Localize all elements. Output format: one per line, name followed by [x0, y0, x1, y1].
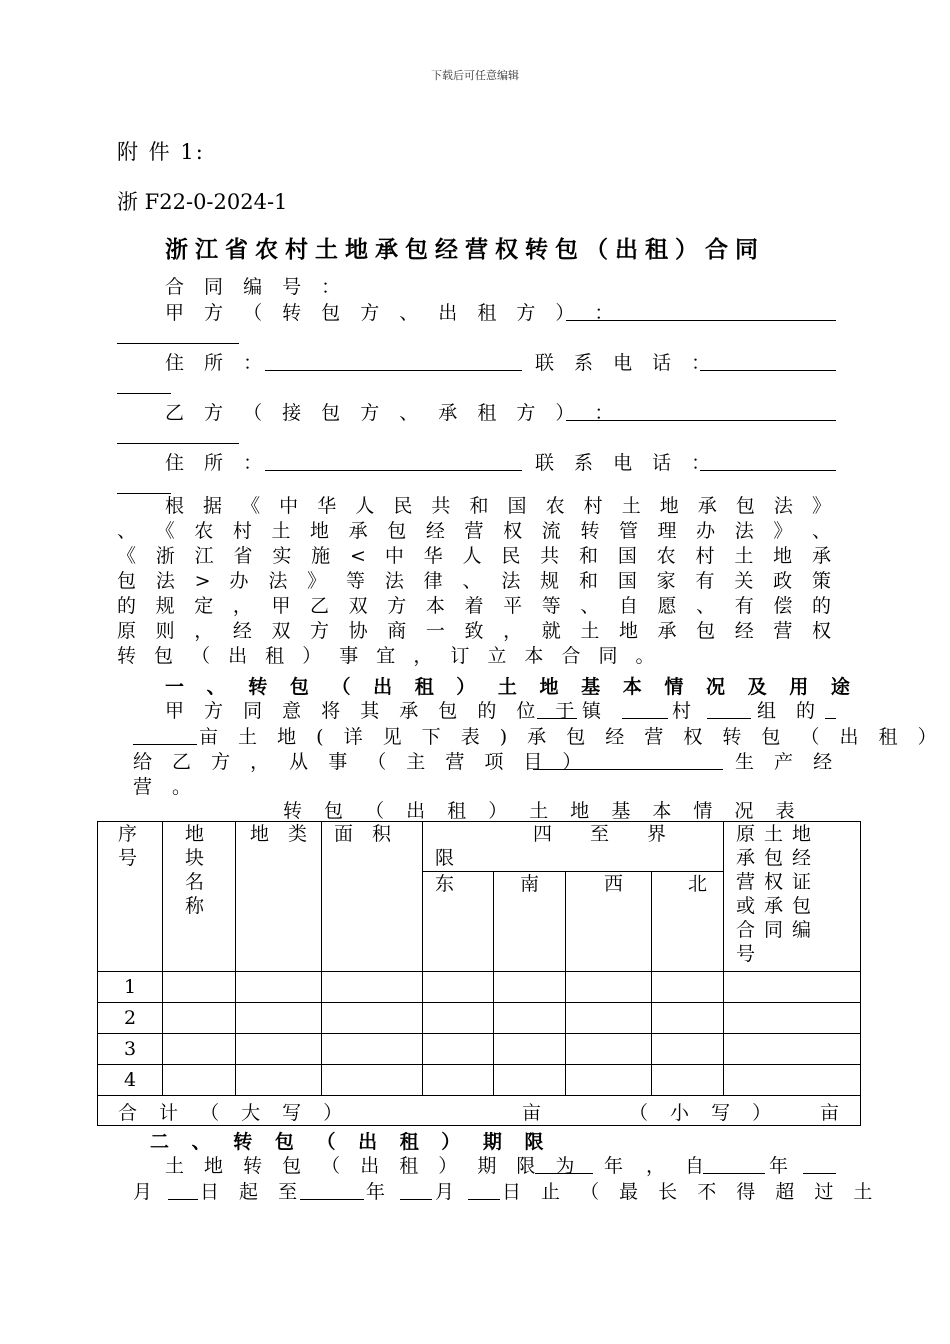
table-cell[interactable]: [652, 972, 724, 1003]
header-seq: 序号: [98, 822, 163, 972]
end-day-field[interactable]: [468, 1199, 500, 1200]
table-cell[interactable]: [652, 1003, 724, 1034]
header-note: 下载后可任意编辑: [431, 69, 519, 82]
section-1-text-5: 营 。: [133, 776, 199, 798]
table-cell[interactable]: [236, 1034, 322, 1065]
table-cell[interactable]: [423, 1003, 494, 1034]
total-cell: [98, 1096, 861, 1126]
party-a-label: 甲 方 （ 转 包 方 、 出 租 方 ） ：: [165, 302, 621, 324]
section-1-text-2: 亩 土 地 ( 详 见 下 表 ) 承 包 经 营 权 转 包 （ 出 租 ）: [199, 726, 944, 748]
party-a-address-label: 住 所 ：: [165, 352, 270, 374]
table-cell[interactable]: [724, 1034, 861, 1065]
table-row: [98, 1003, 861, 1034]
party-a-phone-field-cont[interactable]: [117, 393, 171, 394]
section-1-heading: 一 、 转 包 （ 出 租 ） 土 地 基 本 情 况 及 用 途: [165, 676, 858, 698]
party-a-field[interactable]: [566, 320, 836, 321]
end-month-field[interactable]: [400, 1199, 432, 1200]
table-cell[interactable]: [322, 1003, 423, 1034]
party-a-phone-field[interactable]: [700, 370, 836, 371]
table-cell[interactable]: [652, 1065, 724, 1096]
table-cell[interactable]: [423, 1065, 494, 1096]
table-caption: 转 包 （ 出 租 ） 土 地 基 本 情 况 表: [283, 800, 803, 822]
table-cell[interactable]: [163, 1034, 236, 1065]
table-cell[interactable]: [322, 1034, 423, 1065]
acreage-field[interactable]: [825, 718, 836, 719]
total-label: 合 计 （ 大 写 ）: [118, 1102, 351, 1124]
preamble-paragraph: 根 据 《 中 华 人 民 共 和 国 农 村 土 地 承 包 法 》 、 《 农 村 土 地 承 包 经 营 权 流 转 管 理 办 法 》 、 《 浙 江 省 实 施 < 中 华 人 民 共 和 国 农 村 土 地 承 包 法 > 办 法 》 等 法 律 、 法 规 和 国 家 有 关 政 策 的 规 定 ， 甲 乙 双 方 本 着 平 等 、 自 愿 、 有 偿 的 原 则 ， 经 双 方 协 商 一 致 ， 就 土 地 承 包 经 营 权 转 包 （ 出 租 ） 事 宜 ， 订 立 本 合 同 。: [117, 495, 837, 667]
table-cell[interactable]: [163, 1003, 236, 1034]
from-day-label: 日 起 至: [200, 1181, 305, 1203]
term-years-label: 年: [604, 1155, 631, 1177]
land-info-table: [97, 821, 861, 1126]
table-cell[interactable]: [566, 1034, 652, 1065]
party-b-field[interactable]: [566, 420, 836, 421]
table-cell[interactable]: [322, 972, 423, 1003]
table-cell[interactable]: [236, 1065, 322, 1096]
header-boundaries: 四 至 界 限: [423, 822, 724, 872]
village-field[interactable]: [622, 718, 668, 719]
section-2-heading: 二 、 转 包 （ 出 租 ） 期 限: [150, 1131, 552, 1153]
table-cell[interactable]: [163, 1065, 236, 1096]
end-month-label: 月: [435, 1181, 462, 1203]
total-mu-label: 亩: [522, 1102, 542, 1124]
table-cell[interactable]: [566, 1065, 652, 1096]
table-cell[interactable]: [566, 972, 652, 1003]
table-cell[interactable]: [652, 1034, 724, 1065]
end-year-label: 年: [366, 1181, 393, 1203]
party-b-address-field[interactable]: [265, 470, 522, 471]
party-a-phone-label: 联 系 电 话 ：: [535, 352, 718, 374]
party-a-field-cont[interactable]: [117, 343, 239, 344]
table-cell[interactable]: [494, 1003, 566, 1034]
table-cell[interactable]: [724, 1065, 861, 1096]
table-cell[interactable]: [236, 972, 322, 1003]
table-cell[interactable]: [494, 972, 566, 1003]
table-cell[interactable]: [423, 1034, 494, 1065]
acreage-field-cont[interactable]: [133, 744, 197, 745]
main-project-field[interactable]: [533, 769, 723, 770]
header-west: 西: [566, 872, 652, 972]
table-row: [98, 1065, 861, 1096]
group-label: 组 的: [757, 700, 823, 722]
document-code: 浙 F22-0-2024-1: [117, 190, 288, 214]
row-number: 4: [98, 1065, 163, 1096]
start-year-label: 年: [769, 1155, 796, 1177]
header-land-type: 地 类: [236, 822, 322, 972]
attachment-label: 附 件 1:: [117, 140, 205, 164]
table-cell[interactable]: [494, 1065, 566, 1096]
row-number: 2: [98, 1003, 163, 1034]
contract-number-label: 合 同 编 号 ：: [165, 276, 348, 298]
start-month-field[interactable]: [803, 1173, 836, 1174]
header-area: 面 积: [322, 822, 423, 972]
header-plot-name: 地块名称: [163, 822, 236, 972]
party-b-field-cont[interactable]: [117, 443, 239, 444]
party-b-address-label: 住 所 ：: [165, 452, 270, 474]
header-north: 北: [652, 872, 724, 972]
party-b-phone-field[interactable]: [700, 470, 836, 471]
start-year-field[interactable]: [703, 1173, 765, 1174]
table-row: [98, 972, 861, 1003]
row-number: 1: [98, 972, 163, 1003]
table-cell[interactable]: [494, 1034, 566, 1065]
header-east: 东: [423, 872, 494, 972]
from-label: ， 自: [646, 1155, 712, 1177]
to-day-label: 日 止 （ 最 长 不 得 超 过 土: [502, 1181, 880, 1203]
contract-title: 浙江省农村土地承包经营权转包（出租）合同: [165, 236, 765, 263]
small-label: （ 小 写 ）: [629, 1102, 780, 1124]
party-a-address-field[interactable]: [265, 370, 522, 371]
start-day-field[interactable]: [168, 1199, 198, 1200]
term-years-field[interactable]: [535, 1173, 593, 1174]
end-year-field[interactable]: [300, 1199, 364, 1200]
table-cell[interactable]: [423, 972, 494, 1003]
section-1-text-4: 生 产 经: [735, 751, 840, 773]
section-1-text-3: 给 乙 方 ， 从 事 （ 主 营 项 目 ）: [133, 751, 589, 773]
table-cell[interactable]: [163, 972, 236, 1003]
table-cell[interactable]: [724, 972, 861, 1003]
village-label: 村: [672, 700, 699, 722]
party-b-phone-label: 联 系 电 话 ：: [535, 452, 718, 474]
town-field[interactable]: [537, 718, 577, 719]
start-month-label: 月: [133, 1181, 160, 1203]
town-label: 镇: [582, 700, 609, 722]
table-cell[interactable]: [322, 1065, 423, 1096]
small-mu-label: 亩: [820, 1102, 840, 1124]
row-number: 3: [98, 1034, 163, 1065]
table-cell[interactable]: [724, 1003, 861, 1034]
header-certificate: 原土地承包经营权证或承包合同编号: [724, 822, 861, 972]
total-row: [98, 1096, 861, 1126]
table-cell[interactable]: [566, 1003, 652, 1034]
header-south: 南: [494, 872, 566, 972]
party-b-label: 乙 方 （ 接 包 方 、 承 租 方 ） ：: [165, 402, 621, 424]
section-1-text-1: 甲 方 同 意 将 其 承 包 的 位 于: [165, 700, 582, 722]
table-cell[interactable]: [236, 1003, 322, 1034]
group-field[interactable]: [707, 718, 751, 719]
section-2-text-1: 土 地 转 包 （ 出 租 ） 期 限 为: [165, 1155, 582, 1177]
table-row: [98, 1034, 861, 1065]
